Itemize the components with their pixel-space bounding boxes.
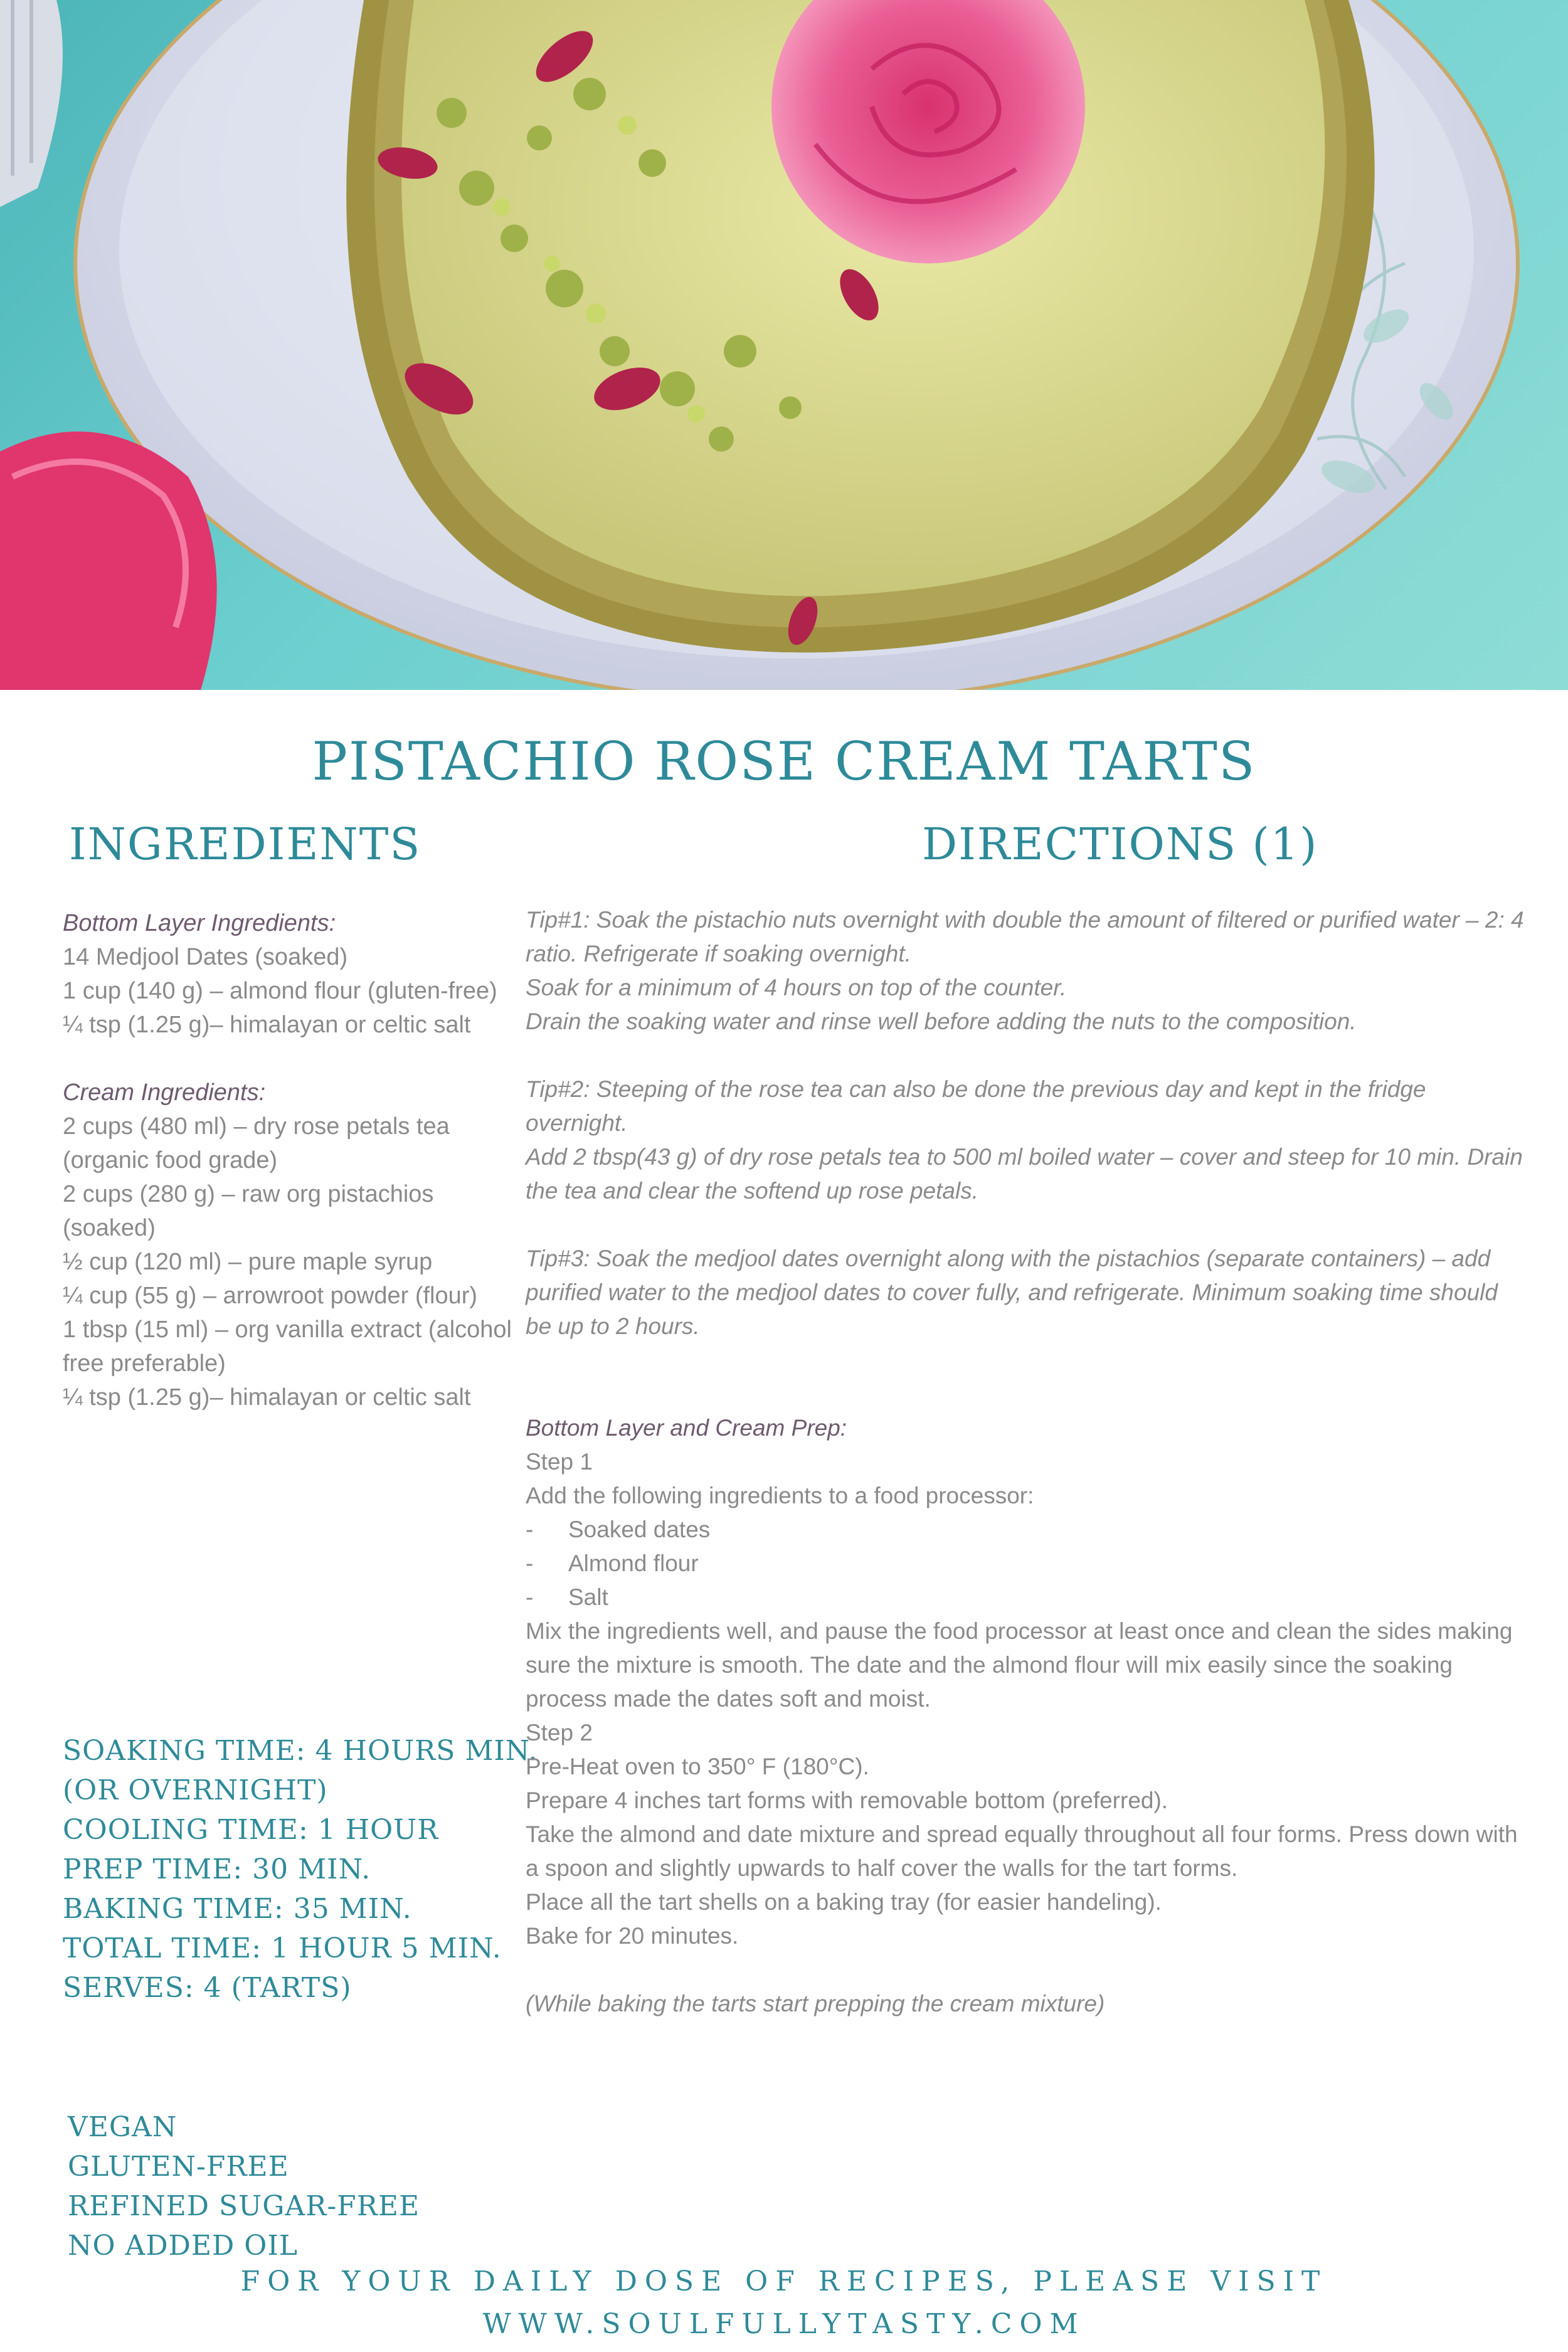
ingredient-item: ¼ cup (55 g) – arrowroot powder (flour) xyxy=(63,1283,478,1309)
list-item-text: Soaked dates xyxy=(568,1517,711,1542)
step-2-label: Step 2 xyxy=(526,1720,593,1745)
recipe-title: PISTACHIO ROSE CREAM TARTS xyxy=(312,731,1256,792)
diet-tags xyxy=(68,2107,544,2265)
time-line: COOLING TIME: 1 HOUR xyxy=(63,1814,439,1846)
step-2-line: Pre-Heat oven to 350° F (180°C). xyxy=(526,1754,869,1779)
tip-1-line: Drain the soaking water and rinse well before adding the nuts to the composition. xyxy=(526,1009,1357,1034)
directions-body xyxy=(526,903,1529,2021)
ingredient-item: 2 cups (480 ml) – dry rose petals tea (organic food grade) xyxy=(63,1113,450,1173)
ingredient-item: 1 tbsp (15 ml) – org vanilla extract (alcohol free preferable) xyxy=(63,1316,512,1377)
tip-2: Tip#2: Steeping of the rose tea can also be done the previous day and kept in the fridge overnight. xyxy=(526,1076,1426,1136)
baking-note: (While baking the tarts start prepping the cream mixture) xyxy=(526,1991,1105,2016)
step-1-mix: Mix the ingredients well, and pause the food processor at least once and clean the sides making sure the mixture is smooth. The date and the almond flour will mix easily since the soaking process made the dates soft and moist. xyxy=(526,1618,1513,1712)
bullet-dash: - xyxy=(526,1584,534,1610)
step-2-line: Place all the tart shells on a baking tray (for easier handeling). xyxy=(526,1889,1162,1915)
time-line: SOAKING TIME: 4 HOURS MIN. xyxy=(63,1735,538,1767)
list-item xyxy=(526,1513,1529,1547)
list-item-text: Almond flour xyxy=(568,1550,699,1576)
ingredients-heading: INGREDIENTS xyxy=(69,818,421,870)
step-2-line: Take the almond and date mixture and spread equally throughout all four forms. Press down with a spoon and slightly upwards to half cover the walls for the tart forms. xyxy=(526,1821,1518,1881)
tip-2-line: Add 2 tbsp(43 g) of dry rose petals tea to 500 ml boiled water – cover and steep for 10 min. Drain the tea and clear the softend up rose petals. xyxy=(526,1144,1523,1204)
ingredient-item: 2 cups (280 g) – raw org pistachios (soaked) xyxy=(63,1181,434,1241)
hero-photo xyxy=(0,0,1568,690)
list-item-text: Salt xyxy=(568,1584,608,1610)
bullet-dash: - xyxy=(526,1517,534,1542)
diet-tag: GLUTEN-FREE xyxy=(68,2151,289,2183)
ingredient-item: ¼ tsp (1.25 g)– himalayan or celtic salt xyxy=(63,1012,471,1038)
tip-3: Tip#3: Soak the medjool dates overnight along with the pistachios (separate containers) – add purified water to the medjool dates to cover fully, and refrigerate. Minimum soaking time should be up to 2 hours. xyxy=(526,1246,1498,1339)
diet-tag: VEGAN xyxy=(68,2111,177,2143)
footer-website-link[interactable]: WWW.SOULFULLYTASTY.COM xyxy=(482,2308,1086,2340)
list-item xyxy=(526,1581,1529,1614)
tip-1: Tip#1: Soak the pistachio nuts overnight with double the amount of filtered or purified water – 2: 4 ratio. Refrigerate if soaking overnight. xyxy=(526,907,1524,967)
list-item xyxy=(526,1547,1529,1581)
directions-heading: DIRECTIONS (1) xyxy=(922,818,1318,870)
ingredient-item: 1 cup (140 g) – almond flour (gluten-free) xyxy=(63,978,497,1004)
prep-label: Bottom Layer and Cream Prep: xyxy=(526,1415,847,1441)
diet-tag: REFINED SUGAR-FREE xyxy=(68,2190,420,2222)
ingredients-list xyxy=(63,906,514,1414)
bottom-layer-label: Bottom Layer Ingredients: xyxy=(63,910,336,936)
step-2-line: Prepare 4 inches tart forms with removable bottom (preferred). xyxy=(526,1788,1168,1813)
step-1-intro: Add the following ingredients to a food processor: xyxy=(526,1483,1034,1508)
time-line: BAKING TIME: 35 MIN. xyxy=(63,1893,412,1925)
step-2-line: Bake for 20 minutes. xyxy=(526,1923,739,1949)
step-1-label: Step 1 xyxy=(526,1449,593,1475)
time-line: PREP TIME: 30 MIN. xyxy=(63,1853,371,1885)
time-line: TOTAL TIME: 1 HOUR 5 MIN. xyxy=(63,1932,502,1964)
cream-label: Cream Ingredients: xyxy=(63,1079,266,1106)
bullet-dash: - xyxy=(526,1550,534,1576)
time-line: (OR OVERNIGHT) xyxy=(63,1774,328,1806)
tip-1-line: Soak for a minimum of 4 hours on top of the counter. xyxy=(526,975,1067,1000)
ingredient-item: ½ cup (120 ml) – pure maple syrup xyxy=(63,1249,433,1275)
diet-tag: NO ADDED OIL xyxy=(68,2230,298,2262)
footer-cta: FOR YOUR DAILY DOSE OF RECIPES, PLEASE VISIT xyxy=(240,2265,1328,2297)
times-block xyxy=(63,1731,539,2008)
ingredient-item: ¼ tsp (1.25 g)– himalayan or celtic salt xyxy=(63,1384,471,1411)
tart-illustration xyxy=(0,0,1568,690)
ingredient-item: 14 Medjool Dates (soaked) xyxy=(63,944,348,970)
time-line: SERVES: 4 (TARTS) xyxy=(63,1972,352,2004)
